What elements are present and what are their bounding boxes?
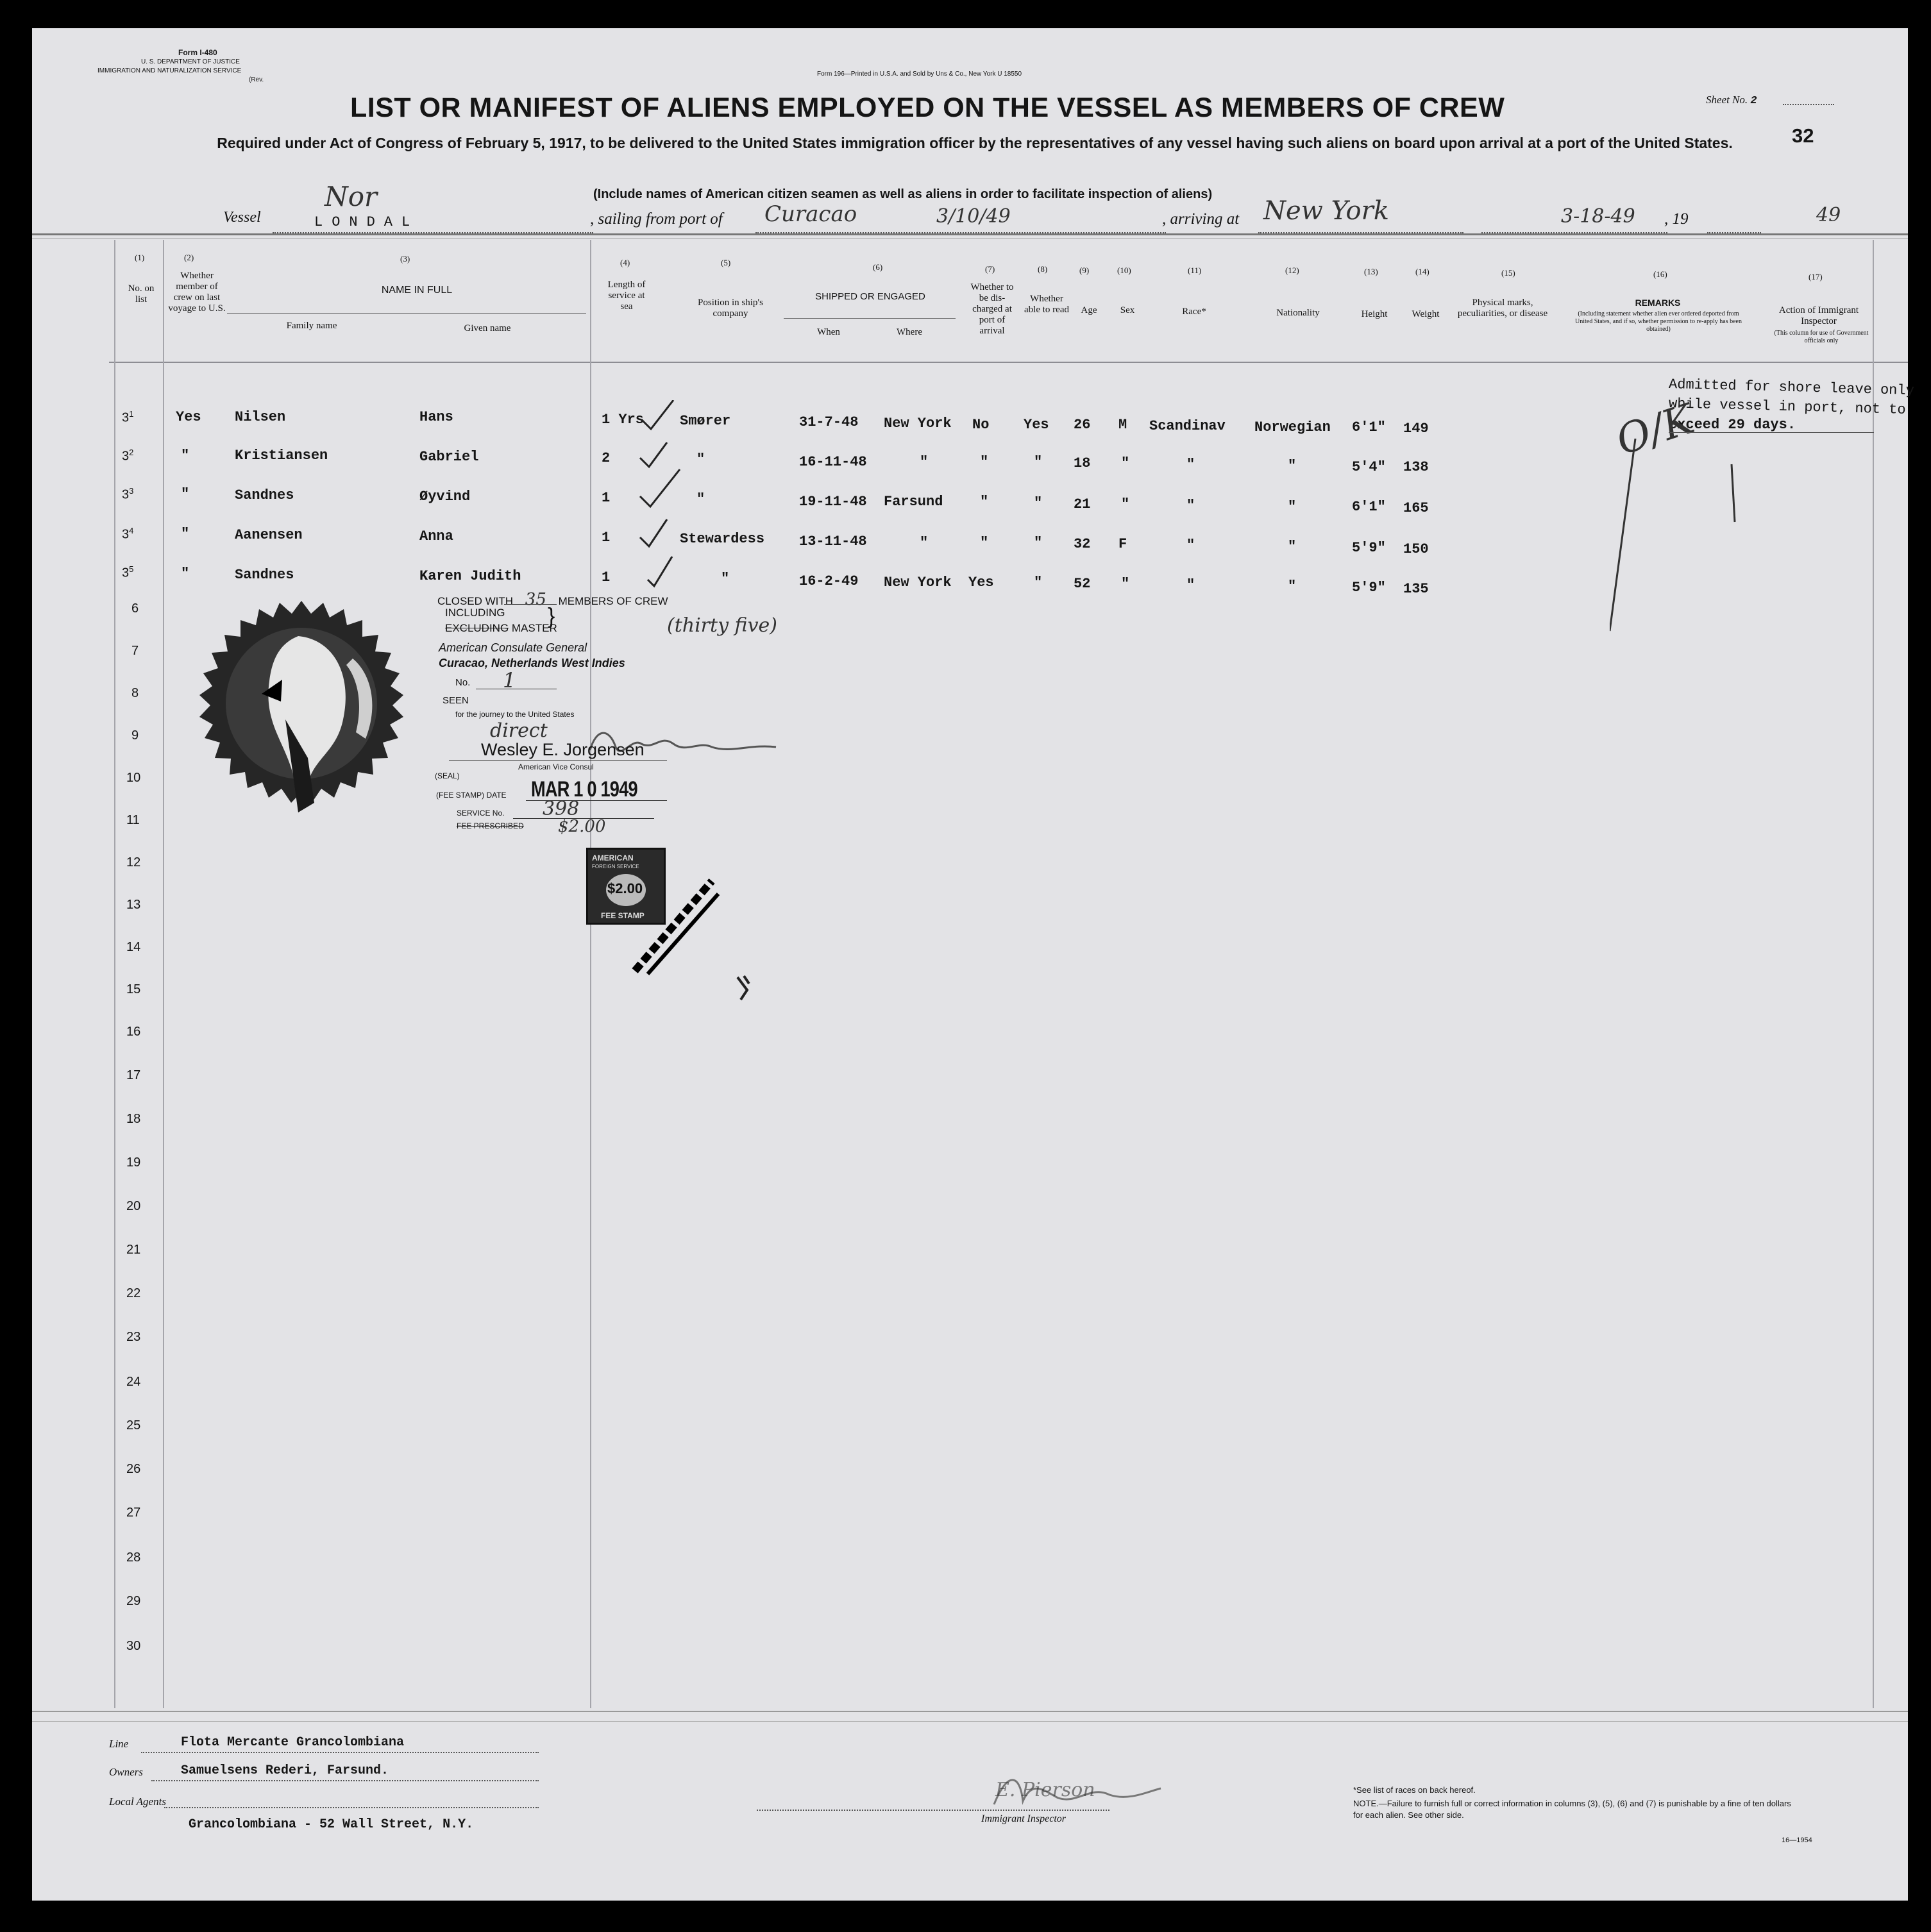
fee-stamp-top: AMERICAN [592,853,634,862]
journey-hand: direct [490,719,548,742]
row-number: 24 [126,1375,141,1389]
cell-position: Stewardess [680,531,765,547]
sheet-no-line [1783,104,1834,105]
arriving-port: New York [1263,196,1389,226]
col-inspector-note: (This column for use of Government officials only [1774,330,1869,344]
line-value: Flota Mercante Grancolombiana [181,1735,405,1750]
col-nationality: Nationality [1276,308,1320,318]
remarks-initials: O/K [1610,395,1700,466]
cell-when: 16-2-49 [799,573,859,589]
cell-height: 6'1" [1352,499,1386,515]
excluding-label: EXCLUDING MASTER [445,622,557,634]
page-number: 32 [1792,124,1814,147]
closed-brace: } [548,604,555,628]
col-family-name: Family name [286,321,337,331]
form-service: IMMIGRATION AND NATURALIZATION SERVICE [97,67,242,74]
cell-nationality: " [1288,499,1297,515]
colnum-9: (9) [1079,265,1090,275]
column-header-bottom [109,362,1908,363]
ink-stroke [1732,464,1735,522]
colnum-6: (6) [873,262,883,272]
cell-height: 5'9" [1352,580,1386,596]
colnum-2: (2) [184,253,194,262]
form-id: Form I-480 [178,48,217,57]
colnum-14: (14) [1415,267,1429,276]
cell-given: Gabriel [419,449,479,465]
ink-stroke [738,976,749,1000]
cell-read: " [1034,575,1043,591]
cell-read: " [1034,535,1043,551]
consulate-location: Curacao, Netherlands West Indies [439,657,625,669]
cell-height: 5'9" [1352,540,1386,556]
signature-line [449,760,667,761]
sailing-date: 3/10/49 [936,205,1011,228]
cell-when: 19-11-48 [799,494,867,510]
year-label: , 19 [1664,210,1689,228]
col-position: Position in ship's company [698,298,763,319]
manifest-sheet [32,28,1915,1901]
ink-stroke [635,881,712,971]
service-no-label: SERVICE No. [457,809,505,818]
row-number: 8 [131,686,139,700]
footer-rule [32,1711,1908,1712]
cell-position: " [696,451,705,467]
fee-label: FEE PRESCRIBED [457,821,524,830]
cell-given: Karen Judith [419,568,521,584]
remarks-stamp-line1: Admitted for shore leave only [1668,376,1915,399]
owners-value: Samuelsens Rederi, Farsund. [181,1763,389,1778]
consulate-name: American Consulate General [439,641,587,654]
col-age: Age [1081,305,1097,315]
col-no-on-list: No. on list [128,283,155,305]
closed-with: CLOSED WITH 35 MEMBERS OF CREW [437,590,668,609]
colnum-5: (5) [721,258,731,267]
cell-where: " [920,454,929,470]
col-remarks-note: (Including statement whether alien ever ordered deported from United States, and if so, whether permission to re-apply has been obtained) [1575,310,1742,333]
colnum-4: (4) [620,258,630,267]
col-height: Height [1361,309,1388,319]
cell-read: " [1034,454,1043,470]
agents-label: Local Agents [109,1795,166,1808]
cell-sex: " [1121,455,1130,471]
row-number: 9 [131,728,139,743]
cell-race: " [1186,457,1195,473]
cancellation-mark [609,868,738,984]
count-in-words: (thirty five) [667,614,777,637]
row-number: 22 [126,1286,141,1300]
col-length-service: Length of service at sea [607,280,646,312]
cell-weight: 138 [1403,459,1429,475]
row-number: 7 [131,644,139,658]
col-prior-voyage: Whether member of crew on last voyage to U.S. [168,271,226,314]
row-number: 30 [126,1639,141,1653]
sheet-label: Sheet No. 2 [1706,94,1757,107]
including-label: INCLUDING [445,607,505,619]
sailing-port: Curacao [764,201,857,227]
cell-nationality: " [1288,578,1297,594]
cell-service: 1 [602,569,611,585]
fee-stamp-bottom: FEE STAMP [601,911,645,920]
colnum-17: (17) [1809,272,1823,281]
cell-nationality: Norwegian [1254,419,1331,435]
inspector-signature: E. Pierson [995,1779,1095,1801]
cell-race: " [1186,577,1195,593]
agents-field [164,1807,539,1808]
cell-position: " [696,491,705,507]
journey-label: for the journey to the United States [455,710,575,719]
cell-sex: M [1118,417,1127,433]
cell-height: 6'1" [1352,419,1386,435]
subtitle: Required under Act of Congress of February 5, 1917, to be delivered to the United States immigration officer by the representatives of any vessel having such aliens on board upon arrival at a port of the United States. [217,135,1733,151]
col-inspector-action: Action of Immigrant Inspector [1778,305,1859,326]
form-dept: U. S. DEPARTMENT OF JUSTICE [141,58,240,65]
line-label: Line [109,1738,129,1750]
row-number: $3^5$ [122,564,134,580]
col-rule [590,240,591,1708]
inspector-label: Immigrant Inspector [981,1813,1066,1824]
arriving-date: 3-18-49 [1561,205,1635,228]
check-mark [640,519,667,546]
cell-age: 26 [1074,417,1091,433]
cell-discharged: " [980,454,989,470]
check-mark [648,557,672,586]
cell-age: 18 [1074,455,1091,471]
cell-weight: 165 [1403,500,1429,516]
consular-seal [186,598,417,822]
cell-nationality: " [1288,458,1297,474]
colnum-1: (1) [135,253,145,262]
check-mark [640,442,667,467]
cell-where: New York [884,416,952,432]
footer-rule-2 [32,1721,1908,1722]
cell-given: Øyvind [419,489,471,505]
cell-discharged: " [980,494,989,510]
cell-age: 21 [1074,496,1091,512]
row-number: 18 [126,1112,141,1126]
consul-signature: Wesley E. Jorgensen [481,740,645,759]
col-when: When [817,327,840,337]
check-mark [640,469,680,507]
col-race: Race* [1182,307,1206,317]
cell-when: 13-11-48 [799,533,867,550]
row-number: 20 [126,1199,141,1213]
service-no-value: 398 [543,798,580,820]
col-rule [114,240,115,1708]
cert-no-label: No. [455,677,471,688]
cell-family: Kristiansen [235,448,328,464]
seen-label: SEEN [443,695,469,706]
cell-service: 2 [602,450,611,466]
cell-discharged: " [980,535,989,551]
inspector-field [757,1810,1109,1811]
subtitle-note: (Include names of American citizen seamen as well as aliens in order to facilitate inspection of aliens) [593,187,1213,201]
cell-discharged: Yes [968,575,994,591]
cell-when: 31-7-48 [799,414,859,430]
arriving-label: , arriving at [1162,210,1240,228]
colnum-16: (16) [1653,269,1667,279]
col-rule [1873,240,1874,1708]
row-number: 26 [126,1462,141,1476]
cell-given: Hans [419,409,453,425]
colnum-13: (13) [1364,267,1378,276]
row-number: $3^4$ [122,526,134,542]
row-number: 25 [126,1418,141,1432]
form-rev: (Rev. [249,76,264,83]
cell-sex: F [1118,536,1127,552]
cell-read: " [1034,495,1043,511]
row-number: 16 [126,1025,141,1039]
col-sex: Sex [1120,305,1135,315]
col-remarks: REMARKS [1635,298,1681,308]
row-number: 29 [126,1594,141,1608]
consul-title: American Vice Consul [518,762,594,771]
remarks-underline [1669,432,1874,433]
checkmarks [628,400,705,605]
col-where: Where [897,327,922,337]
cell-prior: " [181,486,190,502]
row-number: $3^1$ [122,409,134,425]
row-number: 21 [126,1243,141,1257]
colnum-11: (11) [1188,265,1202,275]
row-number: 6 [131,601,139,616]
colnum-3: (3) [400,254,410,264]
row-number: 13 [126,898,141,912]
cell-family: Sandnes [235,487,294,503]
fee-stamp-value-text: $2.00 [607,880,643,896]
colnum-10: (10) [1117,265,1131,275]
cell-where: New York [884,575,952,591]
colnum-7: (7) [985,264,995,274]
page-title: LIST OR MANIFEST OF ALIENS EMPLOYED ON THE VESSEL AS MEMBERS OF CREW [350,92,1505,123]
row-number: 14 [126,940,141,954]
row-number: 11 [126,813,140,827]
cell-height: 5'4" [1352,459,1386,475]
cell-family: Sandnes [235,567,294,583]
col-shipped-engaged: SHIPPED OR ENGAGED [815,291,925,302]
cell-weight: 150 [1403,541,1429,557]
vessel-label: Vessel [223,209,261,226]
owners-field [151,1780,539,1781]
cell-read: Yes [1024,417,1049,433]
vessel-name: LONDAL [314,214,419,230]
cell-prior: " [181,448,190,464]
colnum-12: (12) [1285,265,1299,275]
col-rule [163,240,164,1708]
cell-age: 52 [1074,576,1091,592]
row-number: 19 [126,1155,141,1170]
agents-value: Grancolombiana - 52 Wall Street, N.Y. [189,1817,474,1832]
cell-nationality: " [1288,539,1297,555]
row-number: 15 [126,982,141,996]
seal-label: (SEAL) [435,771,460,780]
row-number: 28 [126,1550,141,1565]
col-given-name: Given name [464,323,511,333]
penalty-note: NOTE.—Failure to furnish full or correct information in columns (3), (5), (6) and (7) is punishable by a fine of ten dollars for each alien. See other side. [1353,1799,1791,1820]
check-mark [641,400,673,429]
cell-family: Nilsen [235,409,286,425]
cell-position: " [721,571,730,587]
cell-age: 32 [1074,536,1091,552]
date-stamp: MAR 1 0 1949 [531,777,637,802]
owners-label: Owners [109,1766,143,1778]
fee-stamp-label: (FEE STAMP) DATE [436,791,507,800]
remarks-stamp-line3: exceed 29 days. [1669,417,1796,433]
ink-stroke [1610,439,1635,631]
cell-weight: 135 [1403,581,1429,597]
name-rule [227,313,586,314]
sailing-label: , sailing from port of [590,210,723,228]
cell-service: 1 [602,530,611,546]
cell-sex: " [1121,496,1130,512]
fee-stamp-mid: FOREIGN SERVICE [592,864,639,869]
cell-family: Aanensen [235,527,303,543]
colnum-8: (8) [1038,264,1048,274]
cell-when: 16-11-48 [799,454,867,470]
vessel-hand: Nor [325,181,378,212]
cell-given: Anna [419,528,453,544]
cell-service: 1 Yrs [602,412,645,428]
shipped-rule [784,318,956,319]
cell-prior: Yes [176,409,201,425]
races-note: *See list of races on back hereof. [1353,1785,1476,1795]
cell-where: " [920,535,929,551]
row-number: 10 [126,771,141,785]
cell-race: " [1186,498,1195,514]
row-number: $3^2$ [122,448,134,464]
year-value: 49 [1816,204,1841,226]
col-weight: Weight [1412,309,1440,319]
line-field [141,1752,539,1753]
col-physical-marks: Physical marks, peculiarities, or disease [1457,298,1548,319]
cell-weight: 149 [1403,421,1429,437]
ink-blot [731,971,757,1003]
row-number: 23 [126,1330,141,1344]
cell-where: Farsund [884,494,943,510]
colnum-15: (15) [1501,268,1515,278]
header-rule [32,233,1908,235]
cell-race: Scandinav [1149,418,1226,434]
cell-prior: " [181,566,190,582]
col-discharged: Whether to be dis-charged at port of arrival [970,282,1014,336]
form-code: 16—1954 [1782,1836,1812,1844]
cert-no-value: 1 [503,668,516,693]
cell-position: Smører [680,413,731,429]
remarks-bracket-line [1610,439,1738,644]
row-number: 27 [126,1506,141,1520]
ink-stroke [648,894,718,974]
col-able-to-read: Whether able to read [1024,294,1069,315]
cell-race: " [1186,537,1195,553]
fee-value: $2.00 [558,817,606,836]
printer-line: Form 196—Printed in U.S.A. and Sold by Uns & Co., New York U 18550 [817,71,1022,78]
cell-discharged: No [972,417,990,433]
row-number: $3^3$ [122,486,134,502]
row-number: 17 [126,1068,141,1082]
cell-sex: " [1121,576,1130,592]
col-name-in-full: NAME IN FULL [381,285,453,296]
cell-service: 1 [602,490,611,506]
row-number: 12 [126,855,141,869]
cell-prior: " [181,526,190,542]
remarks-stamp-line2: while vessel in port, not to [1668,396,1906,418]
